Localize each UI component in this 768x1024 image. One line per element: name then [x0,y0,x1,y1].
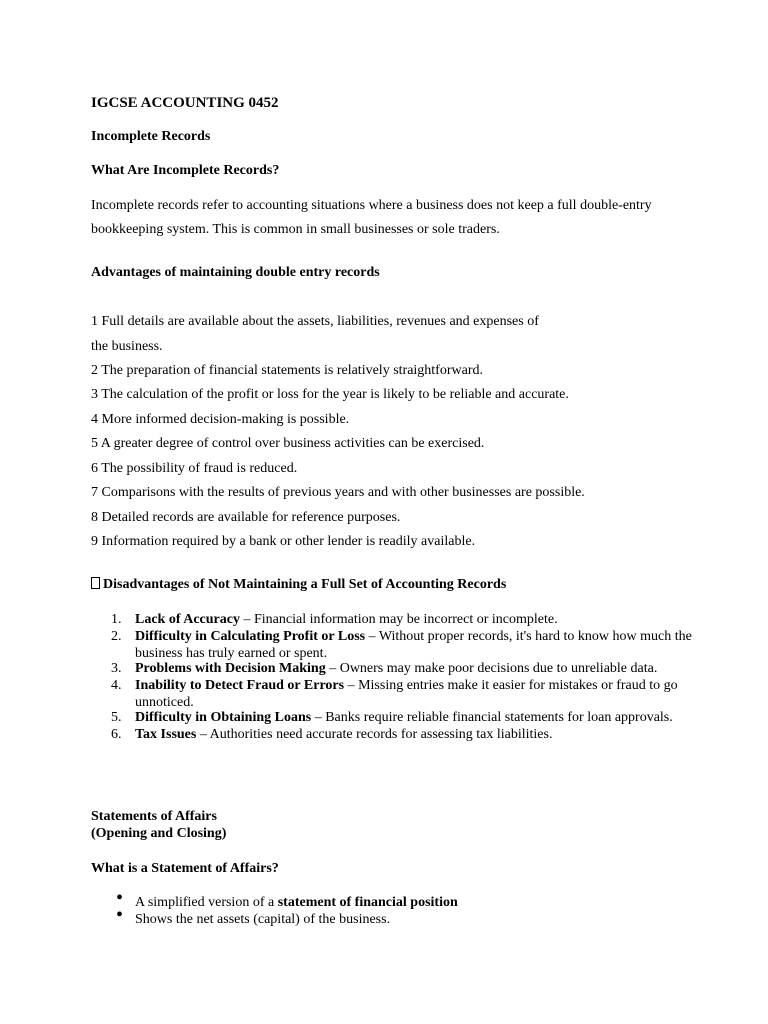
list-item-term: Inability to Detect Fraud or Errors [135,678,345,693]
bullet-bold-text: statement of financial position [277,895,458,910]
disadvantages-heading-text: Disadvantages of Not Maintaining a Full Set of Accounting Records [103,577,507,592]
list-item-description: – Financial information may be incorrect or incomplete. [239,612,558,627]
advantage-item: 7 Comparisons with the results of previous years and with other businesses are possible. [91,485,585,500]
list-item [135,660,695,677]
intro-paragraph-line-2: bookkeeping system. This is common in small businesses or sole traders. [91,222,500,237]
list-number: 5. [111,710,122,725]
list-item [135,709,695,726]
list-number: 1. [111,612,122,627]
advantage-item: 1 Full details are available about the assets, liabilities, revenues and expenses of [91,314,539,329]
advantage-item: 4 More informed decision-making is possible. [91,412,350,427]
list-item-description: – Owners may make poor decisions due to unreliable data. [325,661,658,676]
list-item-term: Difficulty in Calculating Profit or Loss [135,629,366,644]
list-item-description: – Without proper records, it's hard to know how much the business has truly earned or spent. [135,629,692,661]
section-heading-incomplete-records: Incomplete Records [91,129,211,144]
document-title: IGCSE ACCOUNTING 0452 [91,95,279,111]
bullet-item [135,911,390,928]
advantage-item: 2 The preparation of financial statements is relatively straightforward. [91,363,483,378]
advantage-item-continuation: the business. [91,339,163,354]
bullet-dot: • [116,904,124,926]
bullet-dot: • [116,887,124,909]
missing-glyph-box-icon [91,577,100,589]
list-item [135,726,695,743]
list-item-term: Lack of Accuracy [135,612,240,627]
soa-question-heading: What is a Statement of Affairs? [91,861,279,876]
list-item [135,611,695,628]
disadvantages-heading [91,576,506,594]
question-heading: What Are Incomplete Records? [91,163,280,178]
bullet-item [135,894,458,911]
intro-paragraph-line-1: Incomplete records refer to accounting situations where a business does not keep a full double-entry [91,198,652,213]
bullet-text: A simplified version of a [135,895,278,910]
bullet-text: Shows the net assets (capital) of the business. [135,912,391,927]
list-number: 3. [111,661,122,676]
list-item-term: Tax Issues [135,727,197,742]
list-item [135,628,695,662]
list-item-description: – Banks require reliable financial statements for loan approvals. [311,710,673,725]
advantage-item: 5 A greater degree of control over business activities can be exercised. [91,436,485,451]
list-item-description: – Missing entries make it easier for mistakes or fraud to go unnoticed. [135,678,678,710]
list-number: 4. [111,678,122,693]
statements-of-affairs-subheading: (Opening and Closing) [91,826,227,841]
list-item-description: – Authorities need accurate records for assessing tax liabilities. [196,727,553,742]
list-number: 6. [111,727,122,742]
list-item-term: Difficulty in Obtaining Loans [135,710,312,725]
list-item-term: Problems with Decision Making [135,661,326,676]
advantage-item: 9 Information required by a bank or other lender is readily available. [91,534,476,549]
advantages-heading: Advantages of maintaining double entry records [91,265,380,280]
advantage-item: 6 The possibility of fraud is reduced. [91,461,298,476]
list-item [135,677,695,711]
advantage-item: 8 Detailed records are available for reference purposes. [91,510,401,525]
statements-of-affairs-heading: Statements of Affairs [91,809,217,824]
advantage-item: 3 The calculation of the profit or loss for the year is likely to be reliable and accurate. [91,387,569,402]
list-number: 2. [111,629,122,644]
